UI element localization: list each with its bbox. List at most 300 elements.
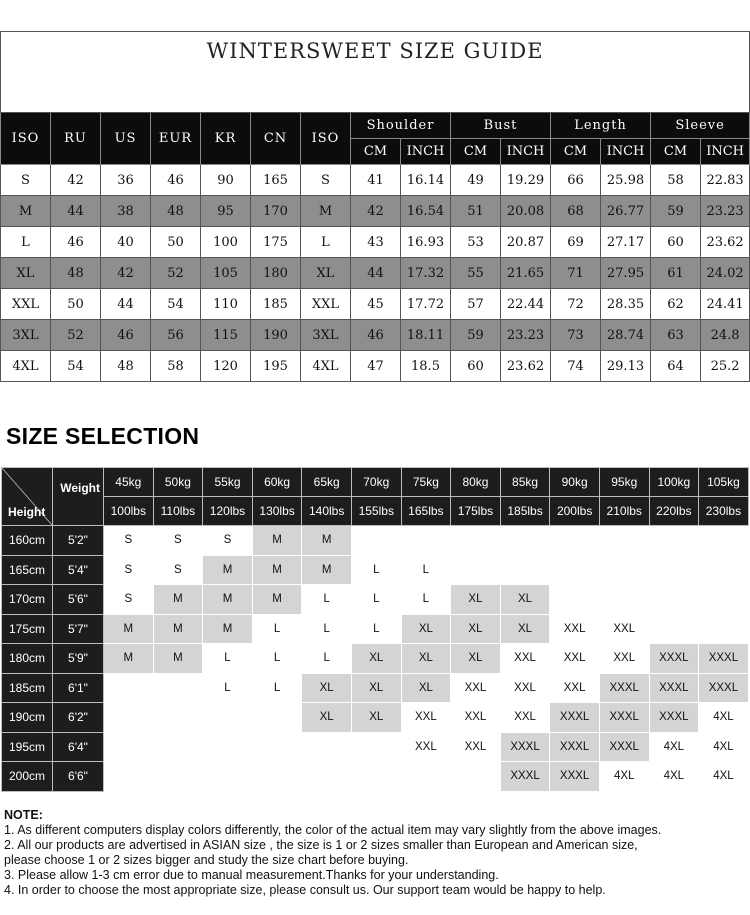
recommended-size-cell: XL [401,673,451,703]
height-ft-cell: 6'2" [53,703,104,733]
recommended-size-cell [104,673,154,703]
recommended-size-cell [401,762,451,792]
recommended-size-cell: M [153,585,203,615]
size-guide-cell: 72 [551,289,601,320]
recommended-size-cell: XXXL [599,732,649,762]
size-guide-cell: 43 [351,227,401,258]
weight-lbs-header: 175lbs [451,497,501,526]
size-guide-cell: 66 [551,165,601,196]
size-guide-cell: 165 [251,165,301,196]
size-guide-cell: S [301,165,351,196]
size-guide-cell: 59 [451,320,501,351]
weight-lbs-header: 130lbs [252,497,302,526]
unit-header-inch: INCH [501,139,551,165]
recommended-size-cell: 4XL [699,703,749,733]
size-guide-cell: 41 [351,165,401,196]
height-ft-cell: 5'4" [53,555,104,585]
recommended-size-cell: XXL [401,703,451,733]
recommended-size-cell: XXL [500,703,550,733]
size-guide-row [1,351,750,382]
note-line: 2. All our products are advertised in ASIAN size , the size is 1 or 2 sizes smaller than European and American size, [4,838,638,852]
recommended-size-cell: XXXL [699,644,749,674]
recommended-size-cell [649,614,699,644]
size-guide-cell: 50 [51,289,101,320]
size-guide-cell: 24.8 [701,320,750,351]
recommended-size-cell: L [203,673,253,703]
recommended-size-cell: XL [401,644,451,674]
recommended-size-cell: XXXL [550,732,600,762]
col-header-iso: ISO [1,113,51,165]
recommended-size-cell: XXXL [599,673,649,703]
recommended-size-cell [599,526,649,556]
recommended-size-cell: 4XL [599,762,649,792]
size-guide-cell: 36 [101,165,151,196]
recommended-size-cell: M [302,555,352,585]
recommended-size-cell: M [252,555,302,585]
height-cm-cell: 185cm [2,673,53,703]
recommended-size-cell: L [302,614,352,644]
recommended-size-cell: XXXL [649,703,699,733]
group-header-shoulder: Shoulder [351,113,451,139]
height-ft-cell: 6'1" [53,673,104,703]
recommended-size-cell [351,732,401,762]
size-selection-row [2,614,749,644]
size-guide-row [1,165,750,196]
recommended-size-cell [252,703,302,733]
weight-lbs-header: 140lbs [302,497,352,526]
size-selection-row [2,585,749,615]
size-guide-cell: 16.54 [401,196,451,227]
size-guide-cell: 3XL [301,320,351,351]
recommended-size-cell: M [203,614,253,644]
size-guide-cell: 56 [151,320,201,351]
unit-header-inch: INCH [701,139,750,165]
recommended-size-cell: XL [351,703,401,733]
height-cm-cell: 200cm [2,762,53,792]
size-guide-cell: 73 [551,320,601,351]
height-ft-cell: 5'6" [53,585,104,615]
group-header-bust: Bust [451,113,551,139]
recommended-size-cell: M [203,555,253,585]
recommended-size-cell [153,673,203,703]
recommended-size-cell: 4XL [699,762,749,792]
size-guide-row [1,196,750,227]
size-guide-cell: 52 [151,258,201,289]
size-guide-table [0,31,750,382]
recommended-size-cell [599,585,649,615]
recommended-size-cell [203,762,253,792]
height-ft-cell: 5'7" [53,614,104,644]
size-guide-cell: 60 [651,227,701,258]
weight-kg-header: 90kg [550,468,600,497]
recommended-size-cell: L [252,673,302,703]
size-guide-cell: XL [301,258,351,289]
size-guide-cell: 44 [51,196,101,227]
weight-lbs-header: 110lbs [153,497,203,526]
recommended-size-cell: M [104,614,154,644]
recommended-size-cell [104,762,154,792]
recommended-size-cell: XL [451,585,501,615]
size-guide-cell: 42 [51,165,101,196]
size-selection-row [2,644,749,674]
note-line: 3. Please allow 1-3 cm error due to manual measurement.Thanks for your understanding. [4,868,499,882]
recommended-size-cell: XXXL [649,644,699,674]
size-guide-cell: 20.08 [501,196,551,227]
size-guide-cell: 28.35 [601,289,651,320]
size-guide-cell: 55 [451,258,501,289]
recommended-size-cell: L [252,644,302,674]
size-guide-cell: 23.62 [501,351,551,382]
height-ft-cell: 6'6" [53,762,104,792]
size-selection-row [2,703,749,733]
height-cm-cell: 195cm [2,732,53,762]
recommended-size-cell: M [252,585,302,615]
weight-lbs-header: 120lbs [203,497,253,526]
weight-kg-header: 85kg [500,468,550,497]
size-guide-cell: 54 [51,351,101,382]
size-guide-cell: 57 [451,289,501,320]
weight-lbs-header: 220lbs [649,497,699,526]
size-guide-cell: 61 [651,258,701,289]
size-selection-row [2,555,749,585]
weight-kg-header: 70kg [351,468,401,497]
recommended-size-cell: XXXL [500,762,550,792]
size-guide-cell: 52 [51,320,101,351]
recommended-size-cell: M [302,526,352,556]
unit-header-cm: CM [651,139,701,165]
col-header-iso-2: ISO [301,113,351,165]
recommended-size-cell: S [203,526,253,556]
size-guide-cell: 190 [251,320,301,351]
weight-lbs-header: 155lbs [351,497,401,526]
height-cm-cell: 160cm [2,526,53,556]
size-guide-cell: 180 [251,258,301,289]
recommended-size-cell: XL [500,614,550,644]
size-guide-row [1,320,750,351]
size-guide-cell: 40 [101,227,151,258]
recommended-size-cell: XXXL [550,703,600,733]
size-guide-cell: L [1,227,51,258]
col-header-us: US [101,113,151,165]
recommended-size-cell: XL [302,703,352,733]
size-guide-cell: L [301,227,351,258]
weight-lbs-header: 210lbs [599,497,649,526]
size-guide-cell: 105 [201,258,251,289]
size-guide-cell: 74 [551,351,601,382]
size-guide-cell: 22.83 [701,165,750,196]
weight-lbs-header: 165lbs [401,497,451,526]
size-guide-cell: 23.23 [701,196,750,227]
size-guide-cell: 46 [151,165,201,196]
recommended-size-cell: 4XL [649,732,699,762]
size-guide-cell: 23.23 [501,320,551,351]
recommended-size-cell: XXL [500,644,550,674]
weight-lbs-header: 230lbs [699,497,749,526]
recommended-size-cell: M [203,585,253,615]
height-cm-cell: 180cm [2,644,53,674]
size-guide-cell: 26.77 [601,196,651,227]
recommended-size-cell: 4XL [699,732,749,762]
recommended-size-cell [203,732,253,762]
recommended-size-cell [550,585,600,615]
size-guide-cell: 49 [451,165,501,196]
size-guide-cell: 54 [151,289,201,320]
height-cm-cell: 190cm [2,703,53,733]
recommended-size-cell: S [104,585,154,615]
recommended-size-cell: XL [351,644,401,674]
size-guide-cell: 27.95 [601,258,651,289]
recommended-size-cell: XXL [451,703,501,733]
height-ft-cell: 5'2" [53,526,104,556]
weight-kg-header: 65kg [302,468,352,497]
group-header-sleeve: Sleeve [651,113,750,139]
recommended-size-cell: M [104,644,154,674]
size-guide-cell: 20.87 [501,227,551,258]
size-guide-cell: 42 [101,258,151,289]
weight-corner-cell [53,468,104,526]
weight-lbs-header: 185lbs [500,497,550,526]
recommended-size-cell: XL [351,673,401,703]
recommended-size-cell [203,703,253,733]
size-guide-cell: 71 [551,258,601,289]
recommended-size-cell: XL [401,614,451,644]
size-guide-cell: 19.29 [501,165,551,196]
recommended-size-cell [649,526,699,556]
recommended-size-cell: XXL [451,673,501,703]
recommended-size-cell: S [153,526,203,556]
size-guide-row [1,227,750,258]
height-ft-cell: 6'4" [53,732,104,762]
recommended-size-cell [153,703,203,733]
size-guide-cell: 44 [101,289,151,320]
size-guide-cell: 47 [351,351,401,382]
recommended-size-cell: S [153,555,203,585]
size-guide-cell: 46 [101,320,151,351]
size-guide-cell: 21.65 [501,258,551,289]
size-guide-cell: 64 [651,351,701,382]
size-guide-cell: 68 [551,196,601,227]
recommended-size-cell: L [351,555,401,585]
weight-kg-header: 45kg [104,468,154,497]
recommended-size-cell: XXL [550,644,600,674]
recommended-size-cell [302,732,352,762]
recommended-size-cell [351,762,401,792]
weight-kg-header: 105kg [699,468,749,497]
size-guide-cell: 59 [651,196,701,227]
recommended-size-cell: XXL [550,673,600,703]
recommended-size-cell: XXXL [550,762,600,792]
weight-kg-header: 95kg [599,468,649,497]
recommended-size-cell [500,526,550,556]
recommended-size-cell: L [302,585,352,615]
recommended-size-cell: XL [451,644,501,674]
recommended-size-cell [451,555,501,585]
recommended-size-cell: L [203,644,253,674]
size-guide-cell: 48 [151,196,201,227]
col-header-ru: RU [51,113,101,165]
size-selection-table [1,467,749,792]
weight-label: Weight [60,481,100,495]
size-guide-cell: 28.74 [601,320,651,351]
recommended-size-cell: XXXL [500,732,550,762]
size-guide-cell: 17.32 [401,258,451,289]
weight-lbs-header: 200lbs [550,497,600,526]
size-guide-row [1,289,750,320]
note-line: please choose 1 or 2 sizes bigger and study the size chart before buying. [4,853,409,867]
size-guide-cell: 69 [551,227,601,258]
weight-lbs-header: 100lbs [104,497,154,526]
size-guide-cell: 58 [151,351,201,382]
unit-header-cm: CM [551,139,601,165]
recommended-size-cell [252,762,302,792]
size-guide-cell: 22.44 [501,289,551,320]
recommended-size-cell [351,526,401,556]
recommended-size-cell [401,526,451,556]
size-guide-cell: 4XL [1,351,51,382]
col-header-cn: CN [251,113,301,165]
weight-kg-header: 75kg [401,468,451,497]
size-guide-cell: 17.72 [401,289,451,320]
recommended-size-cell: XXL [599,644,649,674]
recommended-size-cell: XXL [550,614,600,644]
size-guide-cell: 4XL [301,351,351,382]
height-cm-cell: 165cm [2,555,53,585]
height-ft-cell: 5'9" [53,644,104,674]
recommended-size-cell [302,762,352,792]
weight-kg-header: 60kg [252,468,302,497]
recommended-size-cell [451,762,501,792]
recommended-size-cell: M [153,614,203,644]
size-guide-cell: 46 [351,320,401,351]
group-header-length: Length [551,113,651,139]
unit-header-inch: INCH [601,139,651,165]
size-guide-cell: 53 [451,227,501,258]
size-guide-cell: 24.41 [701,289,750,320]
unit-header-cm: CM [351,139,401,165]
recommended-size-cell [500,555,550,585]
size-guide-cell: 170 [251,196,301,227]
size-guide-cell: 175 [251,227,301,258]
size-guide-cell: 46 [51,227,101,258]
notes-heading: NOTE: [4,808,43,822]
recommended-size-cell [153,732,203,762]
size-guide-cell: 58 [651,165,701,196]
recommended-size-cell: L [351,614,401,644]
recommended-size-cell: XL [500,585,550,615]
recommended-size-cell [699,585,749,615]
recommended-size-cell: XXXL [599,703,649,733]
recommended-size-cell: 4XL [649,762,699,792]
size-guide-title: WINTERSWEET SIZE GUIDE [1,32,750,113]
size-guide-cell: 18.5 [401,351,451,382]
recommended-size-cell [699,526,749,556]
recommended-size-cell [599,555,649,585]
recommended-size-cell [649,555,699,585]
recommended-size-cell: XXL [500,673,550,703]
size-selection-row [2,673,749,703]
size-guide-cell: 23.62 [701,227,750,258]
recommended-size-cell: XXXL [649,673,699,703]
height-cm-cell: 170cm [2,585,53,615]
weight-kg-header: 80kg [451,468,501,497]
col-header-eur: EUR [151,113,201,165]
size-guide-cell: 195 [251,351,301,382]
weight-kg-header: 50kg [153,468,203,497]
size-guide-cell: 62 [651,289,701,320]
size-guide-cell: 90 [201,165,251,196]
recommended-size-cell: L [302,644,352,674]
size-guide-cell: XXL [301,289,351,320]
recommended-size-cell [699,614,749,644]
weight-kg-header: 100kg [649,468,699,497]
recommended-size-cell: M [252,526,302,556]
size-guide-cell: XXL [1,289,51,320]
size-guide-cell: 185 [251,289,301,320]
size-guide-cell: M [301,196,351,227]
size-guide-cell: 63 [651,320,701,351]
size-guide-cell: 120 [201,351,251,382]
size-selection-row [2,526,749,556]
recommended-size-cell: XL [302,673,352,703]
recommended-size-cell: S [104,526,154,556]
size-guide-cell: 100 [201,227,251,258]
recommended-size-cell: XXL [401,732,451,762]
size-guide-cell: 29.13 [601,351,651,382]
recommended-size-cell [550,555,600,585]
size-guide-cell: 51 [451,196,501,227]
recommended-size-cell [550,526,600,556]
size-guide-cell: 27.17 [601,227,651,258]
size-guide-cell: 18.11 [401,320,451,351]
recommended-size-cell: L [401,555,451,585]
size-guide-cell: S [1,165,51,196]
note-line: 4. In order to choose the most appropriate size, please consult us. Our support team would be happy to help. [4,883,606,897]
recommended-size-cell [699,555,749,585]
note-line: 1. As different computers display colors differently, the color of the actual item may vary slightly from the above images. [4,823,662,837]
recommended-size-cell [451,526,501,556]
height-corner-cell [2,468,53,526]
unit-header-inch: INCH [401,139,451,165]
size-guide-cell: 42 [351,196,401,227]
unit-header-cm: CM [451,139,501,165]
size-guide-cell: 45 [351,289,401,320]
size-guide-cell: 3XL [1,320,51,351]
recommended-size-cell: M [153,644,203,674]
recommended-size-cell: L [401,585,451,615]
size-guide-cell: 115 [201,320,251,351]
notes-section [4,808,744,898]
size-guide-cell: 48 [51,258,101,289]
recommended-size-cell: XXXL [699,673,749,703]
size-guide-cell: 38 [101,196,151,227]
recommended-size-cell: XL [451,614,501,644]
col-header-kr: KR [201,113,251,165]
size-guide-cell: 24.02 [701,258,750,289]
recommended-size-cell [252,732,302,762]
height-cm-cell: 175cm [2,614,53,644]
height-label: Height [8,505,46,519]
size-guide-cell: 16.93 [401,227,451,258]
recommended-size-cell: L [351,585,401,615]
recommended-size-cell: L [252,614,302,644]
size-guide-cell: 25.98 [601,165,651,196]
size-selection-row [2,732,749,762]
recommended-size-cell: XXL [451,732,501,762]
size-guide-cell: 16.14 [401,165,451,196]
size-guide-cell: 110 [201,289,251,320]
size-guide-cell: 60 [451,351,501,382]
size-guide-cell: XL [1,258,51,289]
